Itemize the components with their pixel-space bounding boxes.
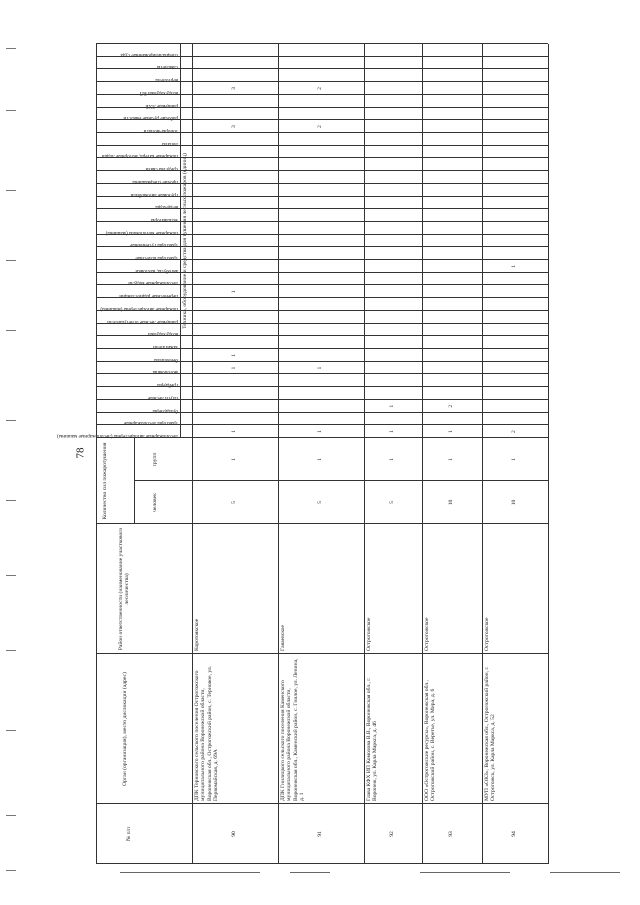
- table-rule: [96, 107, 548, 108]
- table-rule: [96, 523, 548, 524]
- tech-column-header: вездеходы: [155, 204, 178, 211]
- row-area: Острогожское: [366, 617, 372, 651]
- tech-column-header: экскаваторы: [150, 216, 178, 223]
- row-organization: МУП «ОКЗ», Воронежская обл., Острогожский район, г. Острогожск, ул. Карла Маркса, д. 52: [484, 666, 497, 801]
- table-rule: [96, 68, 548, 69]
- table-rule: [96, 259, 548, 260]
- tech-column-header: прочие спецмашины: [132, 178, 178, 185]
- scan-edge-mark: [6, 500, 16, 501]
- table-rule: [96, 335, 548, 336]
- row-area: Гаваевское: [280, 625, 286, 651]
- header-tech: Техника, оборудование и средства для тушения лесных пожаров (единиц): [182, 153, 188, 329]
- page-number: 78: [74, 447, 87, 459]
- table-rule: [96, 81, 548, 82]
- tech-column-header: грейдеры: [157, 382, 178, 389]
- table-rule: [96, 348, 548, 349]
- tech-column-header: топоры-мотыги: [143, 127, 178, 134]
- table-rule: [278, 44, 279, 864]
- footer-rule: [550, 872, 620, 873]
- header-people: человек: [152, 493, 158, 512]
- table-rule: [180, 44, 181, 438]
- tech-column-header: специализированные суда: [120, 51, 178, 58]
- row-people: 5: [389, 501, 395, 504]
- tech-value: 1: [231, 354, 237, 357]
- tech-column-header: пожарные катера, моторные лодки: [101, 153, 178, 160]
- tech-value: 1: [231, 430, 237, 434]
- tech-value: 1: [231, 366, 237, 370]
- tech-column-header: воздуходувки ВЛ: [139, 89, 178, 96]
- tech-column-header: бензопилы: [154, 356, 178, 363]
- footer-rule: [420, 872, 510, 873]
- row-people: 5: [317, 501, 323, 504]
- tech-column-header: лопаты: [162, 140, 178, 147]
- tech-value: 2: [448, 404, 454, 408]
- table-rule: [96, 43, 548, 44]
- tech-value: 1: [389, 404, 395, 408]
- row-number: 92: [389, 831, 395, 837]
- scan-edge-mark: [6, 815, 16, 816]
- header-forces: Количество сил пожаротушения: [102, 442, 108, 520]
- tech-value: 1: [448, 430, 454, 434]
- tech-value: 2: [511, 430, 517, 434]
- tech-value: 1: [389, 430, 395, 434]
- tech-value: 2: [317, 125, 323, 129]
- tech-column-header: пожарные мотопомпы (машины): [105, 229, 178, 236]
- table-rule: [96, 399, 548, 400]
- scan-edge-mark: [6, 870, 16, 871]
- header-org: Орган (организация), место дислокации (адрес): [122, 672, 128, 786]
- footer-rule: [290, 872, 330, 873]
- row-organization: Глава КФХ ИП Комолова В.В., Воронежская обл., г. Воронеж, ул. Карла Маркса, д. 46: [366, 677, 379, 801]
- tech-value: 1: [231, 290, 237, 294]
- row-organization: ДПК Терновского сельского поселения Острогожского муниципального района Воронежской области, Воронежская обл., Острогожский район, с. Терновое, ул. Первомайская, д. 69А: [194, 665, 220, 801]
- tech-column-header: вертолеты: [155, 77, 178, 84]
- table-rule: [96, 412, 548, 413]
- tech-column-header: автобусы, вахтовки: [135, 267, 178, 274]
- table-rule: [96, 196, 548, 197]
- scan-edge-mark: [6, 110, 16, 111]
- tech-value: 3: [231, 125, 237, 129]
- scan-edge-mark: [6, 650, 16, 651]
- row-organization: ДПК Гнилицкого сельского поселения Каменского муниципального района Воронежской области, Воронежская обл., Каменский район, с. Гнилое, ул. Ленина, д. 1: [280, 658, 306, 801]
- tech-column-header: рабочие ручные емкости: [123, 115, 178, 122]
- table-rule: [134, 438, 135, 524]
- table-rule: [96, 221, 548, 222]
- tech-column-header: переносные радиостанции: [119, 293, 178, 300]
- tech-column-header: ранцевые лесные огнетушители: [107, 318, 178, 325]
- table-rule: [96, 94, 548, 95]
- header-groups: групп: [152, 452, 158, 467]
- row-organization: ООО «Острогожские ресурсы», Воронежская обл., Острогожский район, с. Веретье, ул. Мира, д. 6: [424, 680, 437, 801]
- scan-edge-mark: [6, 260, 16, 261]
- table-rule: [96, 863, 548, 864]
- table-rule: [96, 119, 548, 120]
- table-rule: [96, 310, 548, 311]
- tech-column-header: мотопомпы: [152, 369, 178, 376]
- tech-column-header: зажигатели: [153, 344, 178, 351]
- row-number: 93: [448, 831, 454, 837]
- table-rule: [96, 170, 548, 171]
- table-rule: [96, 373, 548, 374]
- tech-column-header: средства связи: [145, 166, 178, 173]
- table-rule: [96, 44, 97, 864]
- tech-column-header: лесопожарные автоцистерны (лесопожарные машины): [56, 433, 178, 439]
- scan-edge-mark: [6, 575, 16, 576]
- table-rule: [96, 272, 548, 273]
- table-rule: [96, 361, 548, 362]
- scan-edge-mark: [6, 330, 16, 331]
- table-rule: [96, 145, 548, 146]
- tech-column-header: пожарные автоцистерны (машины): [100, 305, 178, 312]
- tech-column-header: тракторы лесопожарные: [123, 420, 178, 427]
- table-rule: [96, 234, 548, 235]
- row-people: 5: [231, 501, 237, 504]
- row-groups: 1: [389, 458, 395, 461]
- table-rule: [364, 44, 365, 864]
- footer-rule: [120, 872, 260, 873]
- row-groups: 1: [231, 458, 237, 461]
- tech-value: 3: [231, 87, 237, 90]
- header-area: Район ответственности (наименование участкового лесничества): [118, 527, 131, 651]
- tech-value: 2: [317, 87, 323, 90]
- header-num: № п/п: [126, 826, 132, 842]
- scan-edge-mark: [6, 48, 16, 49]
- tech-value: 1: [317, 430, 323, 434]
- row-people: 10: [448, 499, 454, 506]
- row-area: Коротоякское: [194, 618, 200, 651]
- row-groups: 1: [448, 458, 454, 461]
- row-area: Острогожское: [484, 617, 490, 651]
- table-rule: [482, 44, 483, 864]
- table-rule: [134, 480, 548, 481]
- table-rule: [96, 803, 548, 804]
- table-rule: [96, 132, 548, 133]
- table-rule: [96, 653, 548, 654]
- row-people: 10: [511, 499, 517, 506]
- row-area: Острогожское: [424, 617, 430, 651]
- table-rule: [96, 424, 548, 425]
- tech-column-header: тракторы гусеничные: [130, 242, 178, 249]
- tech-column-header: плуги лесные: [147, 394, 178, 401]
- table-rule: [96, 284, 548, 285]
- row-number: 90: [231, 831, 237, 837]
- table-rule: [96, 157, 548, 158]
- table-rule: [422, 44, 423, 864]
- table-rule: [548, 44, 549, 864]
- tech-column-header: самолеты: [156, 64, 178, 71]
- tech-column-header: лесопожарные модули: [128, 280, 178, 287]
- table-rule: [192, 44, 193, 864]
- tech-column-header: грузовые автомобили: [130, 191, 178, 198]
- tech-value: 1: [511, 265, 517, 268]
- table-rule: [96, 386, 548, 387]
- table-rule: [96, 246, 548, 247]
- table-rule: [96, 323, 548, 324]
- tech-column-header: бульдозеры: [152, 407, 178, 414]
- table-rule: [96, 183, 548, 184]
- row-groups: 1: [317, 458, 323, 461]
- tech-column-header: тракторы колесные: [135, 255, 178, 262]
- scan-edge-mark: [6, 420, 16, 421]
- table-rule: [96, 208, 548, 209]
- scan-edge-mark: [6, 730, 16, 731]
- tech-column-header: ранцевые ЛХБ: [145, 102, 178, 109]
- row-groups: 1: [511, 458, 517, 461]
- tech-column-header: воздуходувки: [147, 331, 178, 338]
- table-rule: [96, 437, 548, 438]
- table-rule: [96, 297, 548, 298]
- scan-edge-mark: [6, 190, 16, 191]
- row-number: 91: [317, 831, 323, 837]
- tech-value: 1: [317, 366, 323, 370]
- table-rule: [96, 56, 548, 57]
- row-number: 94: [511, 831, 517, 837]
